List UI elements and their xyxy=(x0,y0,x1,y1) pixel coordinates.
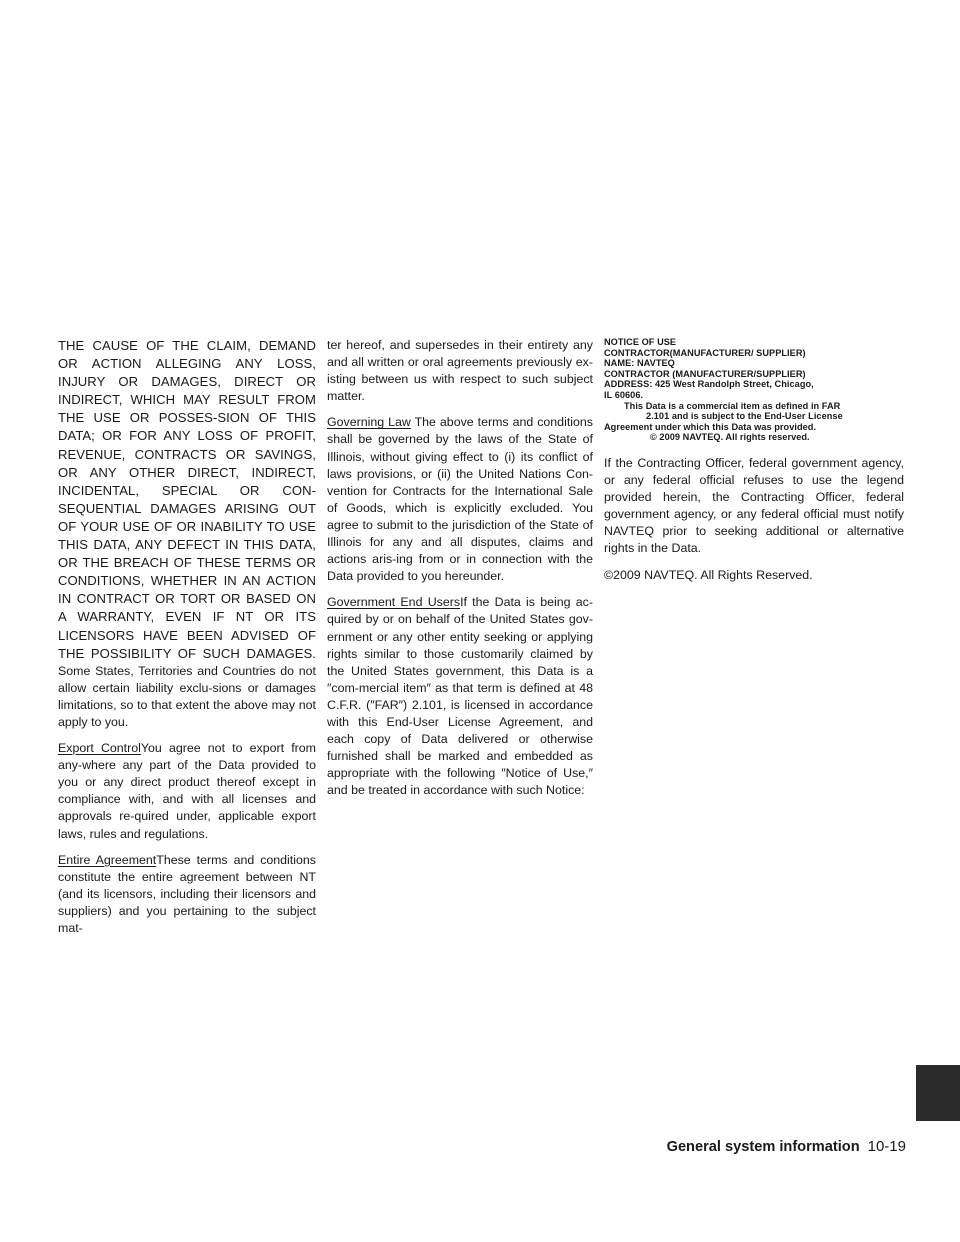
footer-section-title: General system information xyxy=(666,1139,860,1155)
entire-agreement-paragraph xyxy=(58,852,316,937)
notice-line: 2.101 and is subject to the End-User License xyxy=(646,411,843,422)
export-control-paragraph xyxy=(58,740,316,843)
column-1 xyxy=(58,337,316,946)
notice-line: This Data is a commercial item as defined in FAR xyxy=(624,400,841,411)
governing-law-paragraph xyxy=(327,414,593,585)
copyright-paragraph: ©2009 NAVTEQ. All Rights Reserved. xyxy=(604,567,813,582)
column-3 xyxy=(604,337,904,593)
notice-line: NAME: NAVTEQ xyxy=(604,358,675,369)
liability-tail-text: Some States, Territories and Countries do not allow certain liability exclu-sions or damages limitations, so to that extent the above may not apply to you. xyxy=(58,663,316,729)
governing-law-text: The above terms and conditions shall be governed by the laws of the State of Illinois, without giving effect to (i) its conflict of laws provisions, or (ii) the United Nations Con-vention for Contracts for the International Sale of Goods, which is explicitly excluded. You agree to submit to the jurisdiction of the State of Illinois for any and all disputes, claims and actions aris-ing from or in connection with the Data provided to you hereunder. xyxy=(327,415,593,584)
export-control-heading: Export Control xyxy=(58,741,141,756)
notice-line: IL 60606. xyxy=(604,389,644,400)
notice-line: Agreement under which this Data was provided. xyxy=(604,421,817,432)
subject-matter-paragraph: ter hereof, and supersedes in their entirety any and all written or oral agreements previously ex-isting between us with respect to such subject matter. xyxy=(327,338,593,404)
contracting-officer-paragraph: If the Contracting Officer, federal government agency, or any federal official refuses to use the legend provided herein, the Contracting Officer, federal government agency, or any federal official must notify NAVTEQ prior to seeking additional or alternative rights in the Data. xyxy=(604,455,904,556)
government-end-users-paragraph xyxy=(327,594,593,799)
government-end-users-text: If the Data is being ac-quired by or on behalf of the United States gov-ernment or any other entity seeking or applying rights similar to those customarily claimed by the United States government, this Data is a ″com-mercial item″ as that term is defined at 48 C.F.R. (″FAR″) 2.101, is licensed in accordance with this End-User License Agreement, and each copy of Data delivered or otherwise furnished shall be marked and embedded as appropriate with the following ″Notice of Use,″ and be treated in accordance with such Notice: xyxy=(327,595,593,798)
notice-line: NOTICE OF USE xyxy=(604,337,677,347)
liability-paragraph xyxy=(58,337,316,731)
notice-line: ADDRESS: 425 West Randolph Street, Chicago, xyxy=(604,379,814,390)
section-tab-marker xyxy=(916,1065,960,1121)
entire-agreement-heading: Entire Agreement xyxy=(58,852,157,867)
government-end-users-heading: Government End Users xyxy=(327,595,461,610)
notice-line: CONTRACTOR (MANUFACTURER/SUPPLIER) xyxy=(604,368,806,379)
export-control-text: You agree not to export from any-where any part of the Data provided to you or any direct product thereof except in compliance with, and with all licenses and approvals re-quired under, applicable export laws, rules and regulations. xyxy=(58,741,316,841)
governing-law-heading: Governing Law xyxy=(327,415,411,430)
page-footer xyxy=(666,1138,906,1155)
page-number: 10-19 xyxy=(867,1138,906,1155)
notice-line: CONTRACTOR(MANUFACTURER/ SUPPLIER) xyxy=(604,347,806,358)
entire-agreement-text: These terms and conditions constitute the entire agreement between NT (and its licensors, including their licensors and suppliers) and you pertaining to the subject mat- xyxy=(58,852,316,935)
column-2 xyxy=(327,337,593,808)
notice-of-use-block xyxy=(604,337,904,443)
liability-caps-text: THE CAUSE OF THE CLAIM, DEMAND OR ACTION ALLEGING ANY LOSS, INJURY OR DAMAGES, DIRECT OR INDIRECT, WHICH MAY RESULT FROM THE USE OR POSSES-SION OF THIS DATA; OR FOR ANY LOSS OF PROFIT, REVENUE, CONTRACTS OR SAVINGS, OR ANY OTHER DIRECT, INDIRECT, INCIDENTAL, SPECIAL OR CON-SEQUENTIAL DAMAGES ARISING OUT OF YOUR USE OF OR INABILITY TO USE THIS DATA, ANY DEFECT IN THIS DATA, OR THE BREACH OF THESE TERMS OR CONDITIONS, WHETHER IN AN ACTION IN CONTRACT OR TORT OR BASED ON A WARRANTY, EVEN IF NT OR ITS LICENSORS HAVE BEEN ADVISED OF THE POSSIBILITY OF SUCH DAMAGES. xyxy=(58,338,316,661)
notice-line: © 2009 NAVTEQ. All rights reserved. xyxy=(650,432,810,443)
